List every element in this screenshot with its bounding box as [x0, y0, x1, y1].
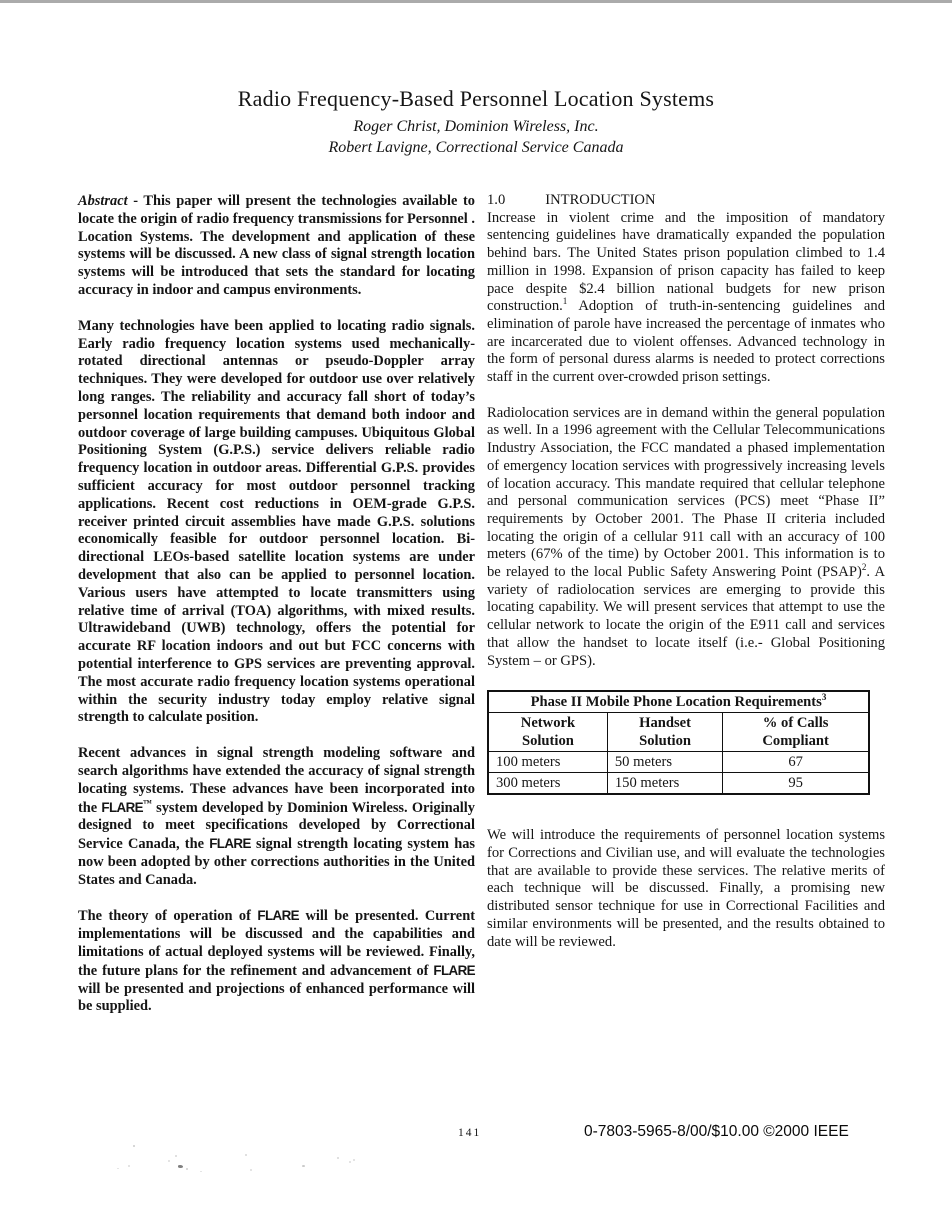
abstract-paragraph [78, 193, 475, 300]
paragraph-text: system developed by Dominion Wireless. Originally designed to meet specifications developed by Correctional Service Canada, the [78, 799, 476, 853]
header-line: Handset [639, 715, 692, 732]
header-line: Compliant [762, 733, 829, 750]
section-number: 1.0 [487, 192, 506, 208]
table-cell: 50 meters [607, 752, 722, 773]
paragraph-text: Increase in violent crime and the imposition of mandatory sentencing guidelines have dramatically expanded the population behind bars. The United States prison population climbed to 1.4 million in 1998. Expansion of prison capacity has failed to keep pace despite $2.4 billion national budgets for new prison construction. [487, 209, 885, 315]
author-line-1: Roger Christ, Dominion Wireless, Inc. [353, 118, 599, 135]
table-cell: 150 meters [607, 773, 722, 795]
table-title-text: Phase II Mobile Phone Location Requirements [530, 694, 822, 711]
table-row [488, 752, 869, 773]
flare-logo-text: FLARE [101, 799, 143, 815]
column-header-percent-compliant [723, 713, 869, 752]
paragraph-text: will be presented and projections of enhanced performance will be supplied. [78, 980, 475, 1015]
header-line: Solution [521, 733, 574, 750]
footnote-ref-1: 1 [562, 296, 568, 307]
paragraph-text: will be presented. Current implementations will be discussed and the capabilities and limitations of actual deployed systems will be reviewed. Finally, the future plans for the refinement and advancement of [78, 908, 475, 979]
table-title [488, 691, 869, 713]
table-cell: 100 meters [488, 752, 607, 773]
column-header-handset-solution [607, 713, 722, 752]
title-block [0, 86, 952, 158]
footer-page-number: 141 [458, 1127, 482, 1139]
footnote-ref-2: 2 [861, 562, 867, 573]
author-line-2: Robert Lavigne, Correctional Service Canada [328, 139, 624, 156]
section-heading [487, 192, 885, 210]
paragraph-text: . A variety of radiolocation services are emerging to provide this locating capability. We will present services that attempt to use the cellular network to locate the origin of the E911 call and services that allow the handset to locate itself (i.e.- Global Positioning System – or GPS). [487, 564, 885, 669]
paragraph-text: Radiolocation services are in demand within the general population as well. In a 1996 agreement with the Cellular Telecommunications Industry Association, the FCC mandated a phased implementation of emergency location services with progressively increasing levels of location accuracy. This mandate required that cellular telephone and personal communication services (PCS) meet “Phase II” requirements by October 2001. The Phase II criteria included locating the origin of a cellular 911 call with an accuracy of 100 meters (67% of the time) by October 2001. This information is to be relayed to the local Public Safety Answering Point (PSAP) [487, 404, 885, 581]
abstract-paragraph-3 [78, 745, 475, 889]
table-header-row [488, 713, 869, 752]
flare-logo-text: FLARE [209, 836, 251, 852]
paragraph-text: The theory of operation of [78, 908, 258, 925]
table-cell: 300 meters [488, 773, 607, 795]
paragraph-text: Recent advances in signal strength modeling software and search algorithms have extended the accuracy of signal strength locating systems. These advances have been incorporated into the [78, 745, 475, 816]
table-cell: 67 [723, 752, 869, 773]
header-line: Network [520, 715, 576, 732]
body-paragraph-1 [487, 210, 885, 387]
phase2-requirements-table [487, 690, 870, 795]
table-cell: 95 [723, 773, 869, 795]
abstract-paragraph-4 [78, 907, 475, 1016]
paragraph-text: Adoption of truth-in-sentencing guidelines and elimination of parole have increased the percentage of inmates who are incarcerated due to violent offenses. Advanced technology in the form of personal duress alarms is needed to protect corrections staff in the current over-crowded prison settings. [487, 298, 885, 386]
section-title: INTRODUCTION [545, 192, 656, 208]
header-line: % of Calls [762, 715, 829, 732]
scan-edge-line [0, 0, 952, 3]
body-paragraph-3: We will introduce the requirements of personnel location systems for Corrections and Civilian use, and will evaluate the technologies that are available to provide these services. The relative merits of each technique will be discussed. Finally, a promising new distributed sensor technique for use in Correctional Facilities and similar environments will be presented, and the results obtained to date will be reviewed. [487, 827, 885, 950]
footer-copyright: 0-7803-5965-8/00/$10.00 ©2000 IEEE [584, 1123, 849, 1140]
abstract-paragraph-2: Many technologies have been applied to locating radio signals. Early radio frequency location systems used mechanically-rotated directional antennas or pseudo-Doppler array techniques. They were developed for outdoor use over relatively long ranges. The reliability and accuracy fall short of today’s personnel location requirements that demand both indoor and outdoor coverage of large building campuses. Ubiquitous Global Positioning System (G.P.S.) service delivers reliable radio frequency location in outdoor areas. Differential G.P.S. provides sufficient accuracy for most outdoor personnel tracking applications. Recent cost reductions in OEM-grade G.P.S. receiver printed circuit assemblies have made G.P.S. solutions economically feasible for outdoor personnel location. Bi-directional LEOs-based satellite location systems are under development that also can be applied to personnel location. Various users have attempted to locate transmitters using relative time of arrival (TOA) algorithms, with mixed results. Ultrawideband (UWB) technology, offers the potential for accurate RF location indoors and out but FCC concerns with potential interference to GPS services are preventing approval. The most accurate radio frequency location systems operational within the security industry today employ relative signal strength to calculate position. [78, 317, 475, 726]
abstract-text: - This paper will present the technologies available to locate the origin of radio frequency transmissions for Personnel . Location Systems. The development and application of these systems will be discussed. A new class of signal strength location systems will be introduced that sets the standard for locating accuracy in indoor and campus environments. [78, 193, 475, 298]
page-title: Radio Frequency-Based Personnel Location Systems [237, 86, 715, 111]
body-paragraph-2 [487, 405, 885, 671]
table-row [488, 773, 869, 795]
right-column [487, 192, 885, 969]
footnote-ref-3: 3 [821, 692, 827, 703]
trademark-symbol: ™ [143, 797, 152, 808]
table-wrapper [487, 690, 885, 795]
flare-logo-text: FLARE [257, 908, 299, 924]
abstract-label: Abstract [78, 193, 128, 209]
flare-logo-text: FLARE [433, 962, 475, 978]
table-title-row [488, 691, 869, 713]
paragraph-text: signal strength locating system has now been adopted by other corrections authorities in the United States and Canada. [78, 836, 475, 888]
header-line: Solution [639, 733, 692, 750]
column-header-network-solution [488, 713, 607, 752]
left-column [78, 193, 475, 1034]
